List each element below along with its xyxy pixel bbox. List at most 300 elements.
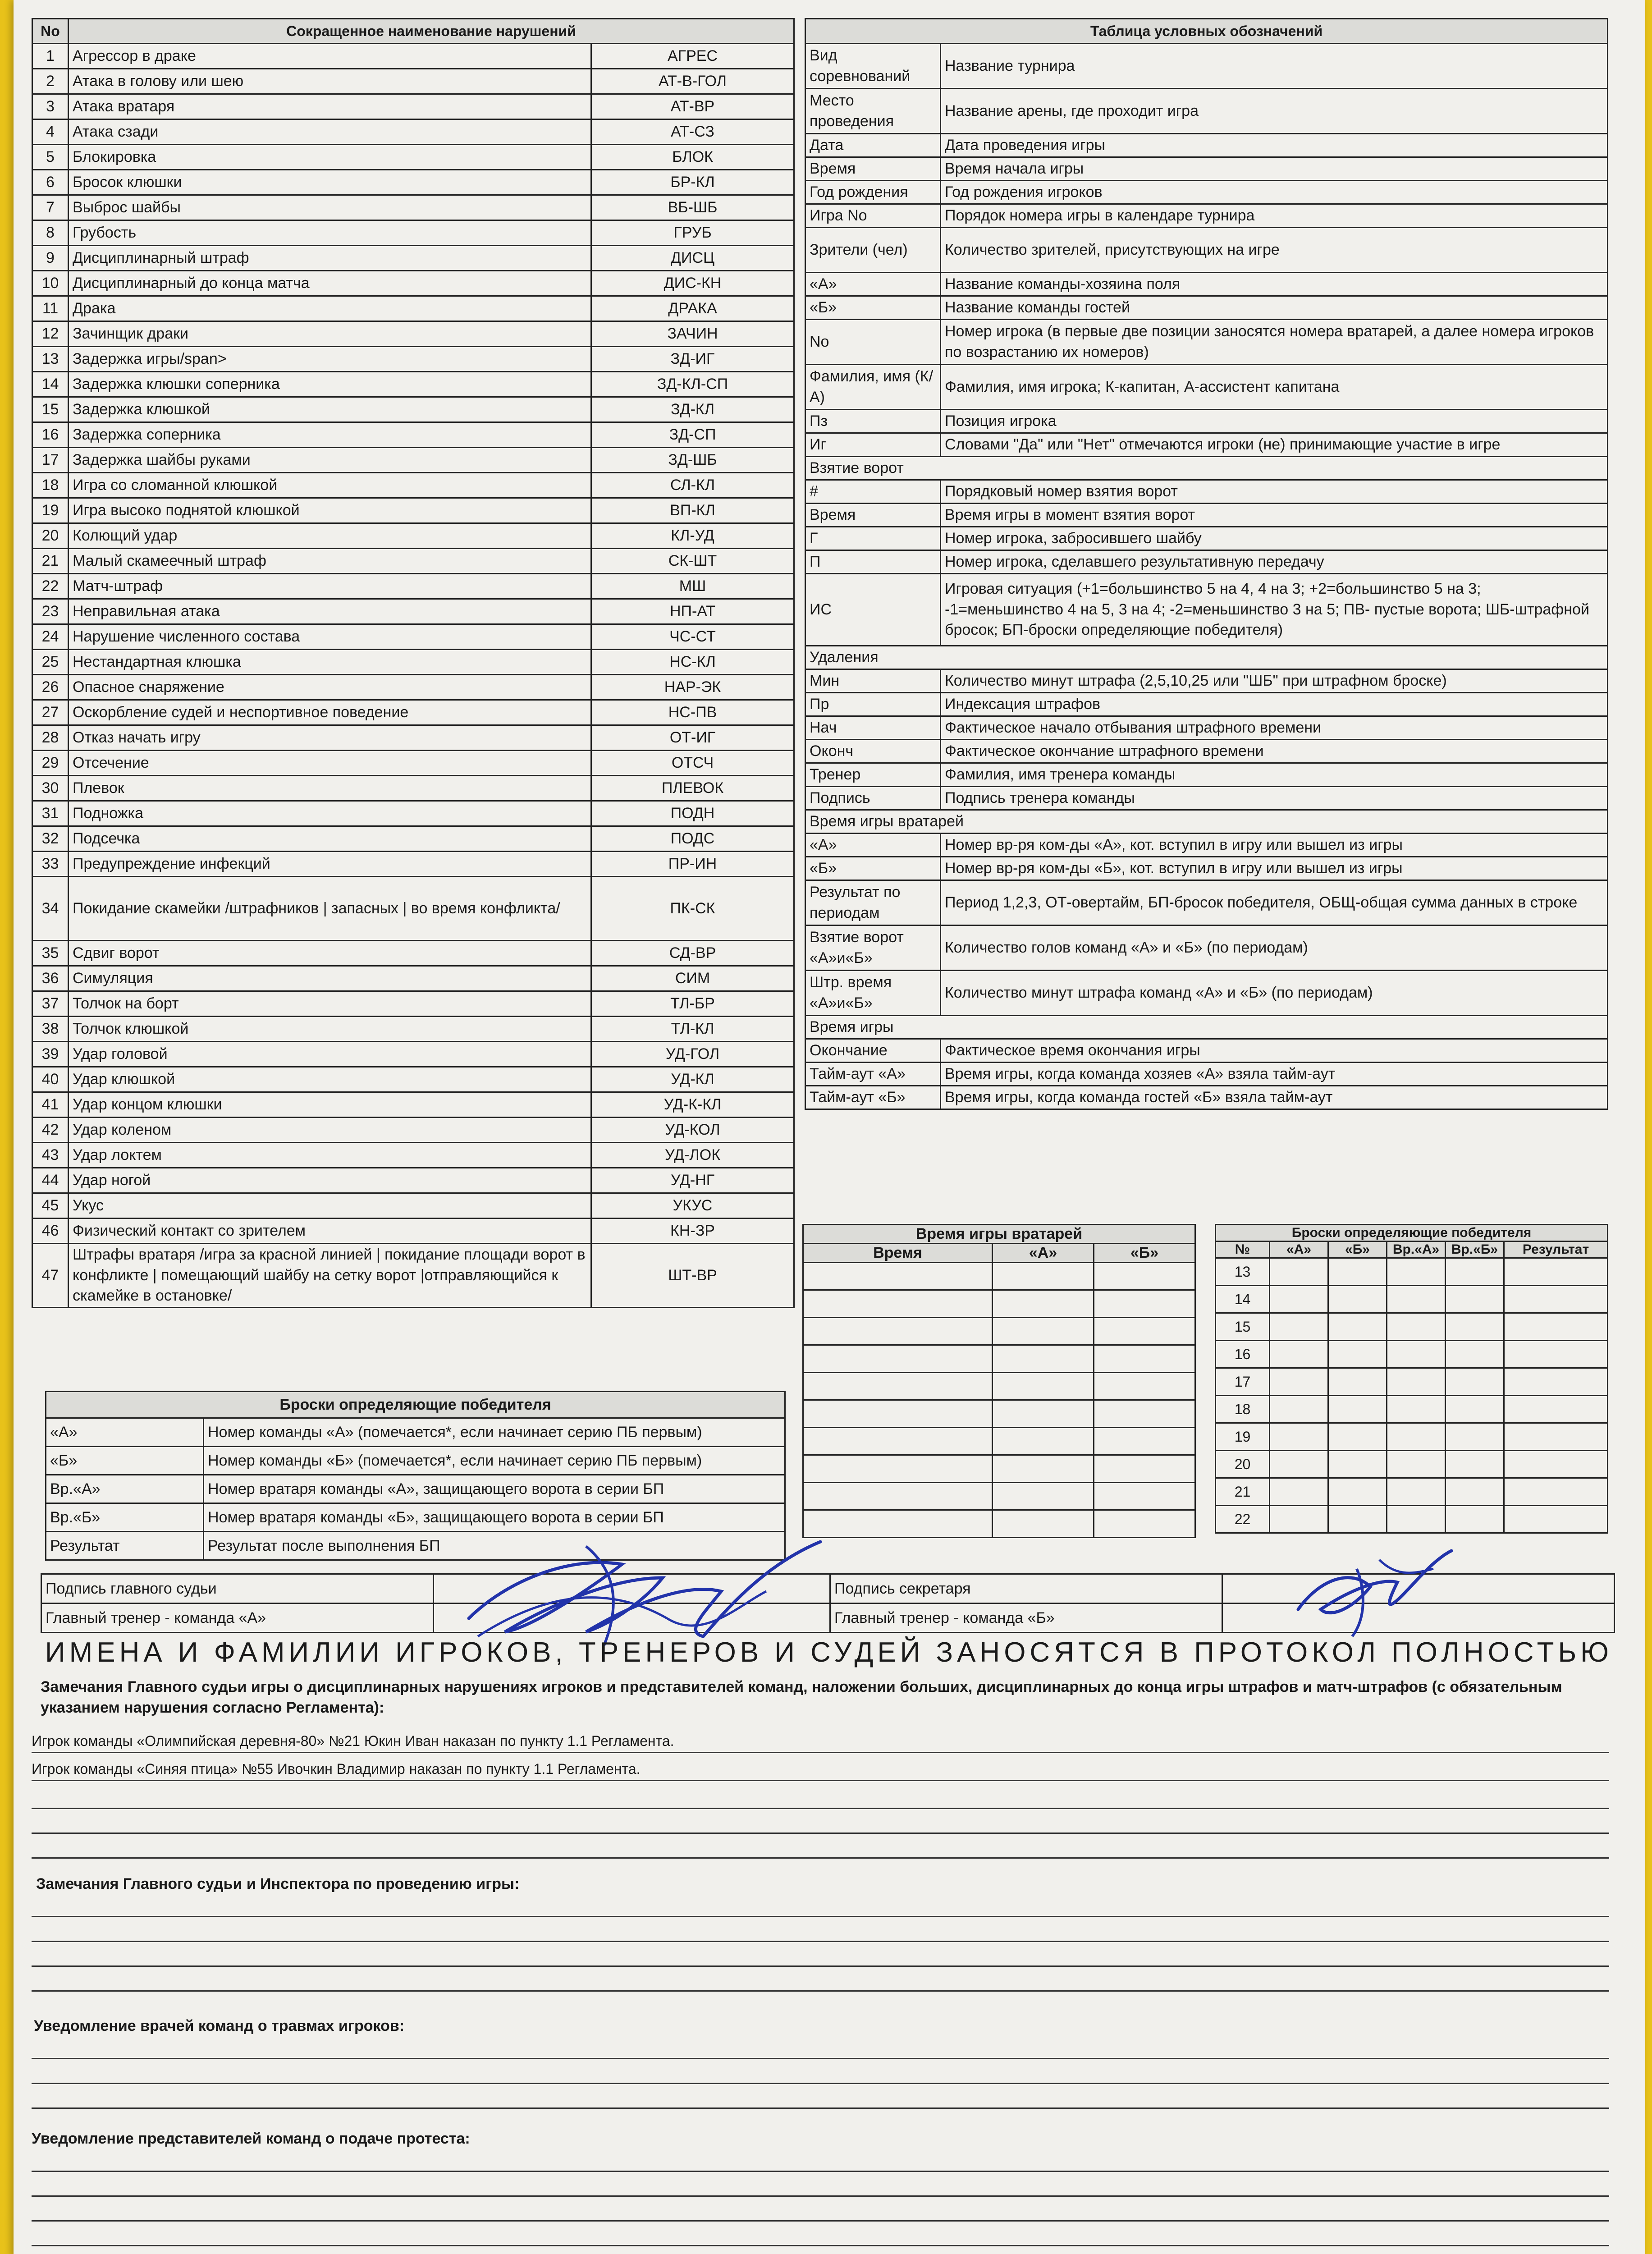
goalie-time-cell[interactable] (993, 1290, 1094, 1318)
shootout-cell[interactable] (1328, 1341, 1387, 1368)
legend-key: Фамилия, имя (К/А) (805, 365, 941, 410)
shootout-cell[interactable] (1328, 1506, 1387, 1533)
goalie-time-cell[interactable] (1094, 1263, 1195, 1290)
violation-row (32, 826, 794, 852)
shootout-cell[interactable] (1328, 1478, 1387, 1506)
violation-row (32, 801, 794, 826)
shootout-cell[interactable] (1270, 1286, 1328, 1313)
violation-row (32, 1042, 794, 1067)
shootout-col-header: Вр.«А» (1387, 1242, 1446, 1258)
violation-code: ТЛ-КЛ (591, 1017, 794, 1042)
violation-row (32, 877, 794, 941)
legend-value: Название арены, где проходит игра (941, 89, 1608, 134)
violation-code: УД-К-КЛ (591, 1092, 794, 1118)
legend-key: Штр. время «А»и«Б» (805, 971, 941, 1016)
shootout-row (1216, 1423, 1608, 1451)
violation-name: Неправильная атака (69, 599, 591, 624)
violation-number: 13 (32, 347, 69, 372)
legend-row (805, 296, 1608, 320)
shootout-cell[interactable] (1446, 1396, 1504, 1423)
violation-row (32, 1193, 794, 1219)
goalie-time-cell[interactable] (1094, 1290, 1195, 1318)
violation-name: Малый скамеечный штраф (69, 549, 591, 574)
violation-name: Подсечка (69, 826, 591, 852)
shootout-cell[interactable] (1270, 1313, 1328, 1341)
goalie-time-cell[interactable] (803, 1455, 993, 1483)
goalie-time-cell[interactable] (993, 1400, 1094, 1428)
violation-number: 6 (32, 170, 69, 195)
legend-value: Номер вр-ря ком-ды «Б», кот. вступил в игру или вышел из игры (941, 857, 1608, 880)
legend-row (805, 763, 1608, 787)
legend-value: Название турнира (941, 44, 1608, 89)
violation-name: Задержка игры/span> (69, 347, 591, 372)
protest-blank-line[interactable] (32, 2171, 1609, 2172)
violation-row (32, 650, 794, 675)
chief-referee-signature-label: Подпись главного судьи (41, 1574, 434, 1603)
legend-row (805, 480, 1608, 504)
legend-row (805, 574, 1608, 646)
goalie-time-cell[interactable] (1094, 1455, 1195, 1483)
remark-entry-1[interactable]: Игрок команды «Олимпийская деревня-80» №21 Юкин Иван наказан по пункту 1.1 Регламента. (32, 1730, 1609, 1753)
violation-number: 9 (32, 246, 69, 271)
legend-value: Номер игрока (в первые две позиции заносятся номера вратарей, а далее номера игроков по возрастанию их номеров) (941, 320, 1608, 365)
shootout-cell[interactable] (1328, 1286, 1387, 1313)
violation-number: 37 (32, 991, 69, 1017)
remark-entry-2[interactable]: Игрок команды «Синяя птица» №55 Ивочкин Владимир наказан по пункту 1.1 Регламента. (32, 1758, 1609, 1781)
violation-name: Сдвиг ворот (69, 941, 591, 966)
violation-code: ПОДН (591, 801, 794, 826)
violation-row (32, 422, 794, 448)
violation-row (32, 1092, 794, 1118)
shootout-cell[interactable] (1387, 1258, 1446, 1286)
shootout-round-number: 18 (1216, 1396, 1270, 1423)
shootout-cell[interactable] (1446, 1341, 1504, 1368)
shootout-cell[interactable] (1328, 1396, 1387, 1423)
violation-name: Колющий удар (69, 523, 591, 549)
shootout-cell[interactable] (1446, 1313, 1504, 1341)
goalie-time-cell[interactable] (803, 1483, 993, 1510)
shootout-cell[interactable] (1504, 1506, 1608, 1533)
violation-code: ОТСЧ (591, 751, 794, 776)
legend-value: Количество минут штрафа (2,5,10,25 или "ШБ" при штрафном броске) (941, 669, 1608, 693)
violation-row (32, 1244, 794, 1308)
shootout-col-header: Результат (1504, 1242, 1608, 1258)
violation-number: 32 (32, 826, 69, 852)
violation-row (32, 1168, 794, 1193)
shootout-cell[interactable] (1387, 1313, 1446, 1341)
legend-value: Индексация штрафов (941, 693, 1608, 716)
violation-number: 33 (32, 852, 69, 877)
shootout-cell[interactable] (1504, 1478, 1608, 1506)
shootout-cell[interactable] (1504, 1341, 1608, 1368)
goalie-time-cell[interactable] (993, 1345, 1094, 1373)
violation-number: 42 (32, 1118, 69, 1143)
goalie-time-cell[interactable] (993, 1510, 1094, 1538)
legend-key: Время (805, 157, 941, 181)
violation-row (32, 94, 794, 119)
shootout-legend-row (46, 1418, 785, 1447)
shootout-cell[interactable] (1387, 1506, 1446, 1533)
violation-row (32, 69, 794, 94)
violation-row (32, 751, 794, 776)
legend-row (805, 204, 1608, 228)
violation-number: 31 (32, 801, 69, 826)
violation-number: 10 (32, 271, 69, 296)
violation-number: 3 (32, 94, 69, 119)
violation-number: 25 (32, 650, 69, 675)
violation-code: АГРЕС (591, 44, 794, 69)
remark-blank-line[interactable] (32, 1857, 1609, 1859)
goalie-time-row (803, 1373, 1195, 1400)
goalie-time-cell[interactable] (993, 1373, 1094, 1400)
shootout-cell[interactable] (1387, 1451, 1446, 1478)
violation-code: НАР-ЭК (591, 675, 794, 700)
injuries-title: Уведомление врачей команд о травмах игроков: (34, 2017, 405, 2034)
violation-name: Задержка клюшки соперника (69, 372, 591, 397)
inspector-remarks-title: Замечания Главного судьи и Инспектора по проведению игры: (36, 1875, 520, 1892)
goalie-time-row (803, 1318, 1195, 1345)
legend-section-title: Удаления (805, 646, 1608, 669)
legend-value: Фактическое окончание штрафного времени (941, 740, 1608, 763)
shootout-cell[interactable] (1387, 1396, 1446, 1423)
inspector-blank-line[interactable] (32, 1941, 1609, 1942)
shootout-legend-key: «Б» (46, 1447, 204, 1475)
violation-name: Оскорбление судей и неспортивное поведение (69, 700, 591, 725)
legend-value: Год рождения игроков (941, 181, 1608, 204)
violation-code: УД-ЛОК (591, 1143, 794, 1168)
legend-key: П (805, 550, 941, 574)
violation-row (32, 246, 794, 271)
legend-value: Количество зрителей, присутствующих на игре (941, 228, 1608, 273)
violation-name: Отсечение (69, 751, 591, 776)
violation-number: 45 (32, 1193, 69, 1219)
protest-blank-line[interactable] (32, 2195, 1609, 2197)
goalie-time-cell[interactable] (803, 1290, 993, 1318)
remark-blank-line[interactable] (32, 1808, 1609, 1809)
goalie-time-cell[interactable] (993, 1428, 1094, 1455)
shootout-col-header: «Б» (1328, 1242, 1387, 1258)
violation-name: Атака вратаря (69, 94, 591, 119)
legend-key: Мин (805, 669, 941, 693)
remark-blank-line[interactable] (32, 1833, 1609, 1834)
violations-table (32, 18, 795, 1308)
violation-number: 43 (32, 1143, 69, 1168)
shootout-legend-value: Номер вратаря команды «Б», защищающего ворота в серии БП (204, 1503, 785, 1532)
violation-code: СК-ШТ (591, 549, 794, 574)
shootout-cell[interactable] (1270, 1423, 1328, 1451)
goalie-time-cell[interactable] (1094, 1510, 1195, 1538)
shootout-cell[interactable] (1504, 1423, 1608, 1451)
violation-name: Атака сзади (69, 119, 591, 145)
violation-row (32, 498, 794, 523)
goalie-time-row (803, 1345, 1195, 1373)
violation-row (32, 119, 794, 145)
violation-row (32, 852, 794, 877)
goalie-time-row (803, 1483, 1195, 1510)
violation-row (32, 725, 794, 751)
violation-number: 8 (32, 220, 69, 246)
shootout-cell[interactable] (1446, 1258, 1504, 1286)
legend-key: Нач (805, 716, 941, 740)
violation-name: Удар коленом (69, 1118, 591, 1143)
legend-key: Вид соревнований (805, 44, 941, 89)
goalie-time-cell[interactable] (803, 1318, 993, 1345)
shootout-legend-key: Вр.«Б» (46, 1503, 204, 1532)
violation-number: 2 (32, 69, 69, 94)
protest-blank-line[interactable] (32, 2245, 1609, 2246)
inspector-blank-line[interactable] (32, 1990, 1609, 1992)
violation-row (32, 966, 794, 991)
goalie-time-cell[interactable] (993, 1263, 1094, 1290)
goalie-time-row (803, 1428, 1195, 1455)
violation-row (32, 473, 794, 498)
shootout-cell[interactable] (1270, 1506, 1328, 1533)
violation-code: УД-НГ (591, 1168, 794, 1193)
protest-title: Уведомление представителей команд о подаче протеста: (32, 2130, 470, 2147)
shootout-cell[interactable] (1446, 1368, 1504, 1396)
goalie-time-cell[interactable] (993, 1318, 1094, 1345)
shootout-cell[interactable] (1270, 1341, 1328, 1368)
legend-value: Номер игрока, забросившего шайбу (941, 527, 1608, 550)
violation-code: ПР-ИН (591, 852, 794, 877)
shootout-round-number: 20 (1216, 1451, 1270, 1478)
violation-number: 23 (32, 599, 69, 624)
violation-number: 26 (32, 675, 69, 700)
violation-number: 19 (32, 498, 69, 523)
goalie-time-cell[interactable] (1094, 1345, 1195, 1373)
shootout-cell[interactable] (1446, 1451, 1504, 1478)
legend-value: Словами "Да" или "Нет" отмечаются игроки (не) принимающие участие в игре (941, 433, 1608, 457)
shootout-row (1216, 1313, 1608, 1341)
secretary-signature-icon (1280, 1542, 1478, 1641)
shootout-cell[interactable] (1387, 1368, 1446, 1396)
violation-row (32, 1219, 794, 1244)
shootout-cell[interactable] (1504, 1396, 1608, 1423)
shootout-cell[interactable] (1270, 1368, 1328, 1396)
injuries-blank-line[interactable] (32, 2083, 1609, 2084)
inspector-blank-line[interactable] (32, 1965, 1609, 1967)
violation-row (32, 296, 794, 321)
shootout-cell[interactable] (1270, 1451, 1328, 1478)
violation-row (32, 195, 794, 220)
violation-name: Грубость (69, 220, 591, 246)
violation-name: Симуляция (69, 966, 591, 991)
shootout-cell[interactable] (1328, 1368, 1387, 1396)
legend-row (805, 527, 1608, 550)
shootout-cell[interactable] (1270, 1258, 1328, 1286)
violation-code: ПОДС (591, 826, 794, 852)
legend-key: Пр (805, 693, 941, 716)
violation-name: Плевок (69, 776, 591, 801)
shootout-round-number: 21 (1216, 1478, 1270, 1506)
violation-code: УД-КЛ (591, 1067, 794, 1092)
shootout-cell[interactable] (1328, 1451, 1387, 1478)
shootout-cell[interactable] (1504, 1286, 1608, 1313)
violation-number: 36 (32, 966, 69, 991)
legend-key: Г (805, 527, 941, 550)
violation-name: Удар головой (69, 1042, 591, 1067)
goalie-time-cell[interactable] (803, 1428, 993, 1455)
legend-row (805, 925, 1608, 971)
violation-number: 39 (32, 1042, 69, 1067)
violation-name: Штрафы вратаря /игра за красной линией | покидание площади ворот в конфликте | помещающий шайбу на сетку ворот |отправляющийся к скамейке в остановке/ (69, 1244, 591, 1308)
violation-number: 44 (32, 1168, 69, 1193)
legend-value: Позиция игрока (941, 410, 1608, 433)
shootout-cell[interactable] (1504, 1368, 1608, 1396)
legend-key: Место проведения (805, 89, 941, 134)
legend-section-row (805, 457, 1608, 480)
shootout-legend-value: Номер команды «А» (помечается*, если начинает серию ПБ первым) (204, 1418, 785, 1447)
violation-number: 21 (32, 549, 69, 574)
shootout-round-number: 17 (1216, 1368, 1270, 1396)
violation-code: ПК-СК (591, 877, 794, 941)
shootout-col-header: № (1216, 1242, 1270, 1258)
goalie-col-a: «А» (993, 1244, 1094, 1263)
goalie-time-row (803, 1510, 1195, 1538)
legend-row (805, 740, 1608, 763)
coach-a-label: Главный тренер - команда «А» (41, 1603, 434, 1633)
shootout-cell[interactable] (1446, 1423, 1504, 1451)
violation-row (32, 44, 794, 69)
protest-blank-line[interactable] (32, 2220, 1609, 2222)
shootout-cell[interactable] (1446, 1286, 1504, 1313)
legend-section-row (805, 646, 1608, 669)
shootout-cell[interactable] (1328, 1423, 1387, 1451)
goalie-time-cell[interactable] (1094, 1318, 1195, 1345)
legend-key: Оконч (805, 740, 941, 763)
shootout-round-number: 16 (1216, 1341, 1270, 1368)
legend-key: Тайм-аут «Б» (805, 1086, 941, 1109)
shootout-cell[interactable] (1387, 1423, 1446, 1451)
goalie-time-cell[interactable] (993, 1455, 1094, 1483)
legend-value: Дата проведения игры (941, 134, 1608, 157)
legend-row (805, 1063, 1608, 1086)
shootout-legend-value: Результат после выполнения БП (204, 1532, 785, 1560)
legend-row (805, 181, 1608, 204)
shootout-cell[interactable] (1504, 1451, 1608, 1478)
violation-row (32, 1118, 794, 1143)
shootout-cell[interactable] (1387, 1341, 1446, 1368)
violation-name: Задержка соперника (69, 422, 591, 448)
violation-name: Зачинщик драки (69, 321, 591, 347)
violation-number: 1 (32, 44, 69, 69)
violation-row (32, 776, 794, 801)
legend-header-row (805, 19, 1608, 44)
goalie-time-row (803, 1400, 1195, 1428)
violation-row (32, 700, 794, 725)
violation-name: Блокировка (69, 145, 591, 170)
shootout-cell[interactable] (1446, 1478, 1504, 1506)
legend-value: Время игры, когда команда гостей «Б» взяла тайм-аут (941, 1086, 1608, 1109)
shootout-round-number: 19 (1216, 1423, 1270, 1451)
legend-row (805, 44, 1608, 89)
violation-row (32, 347, 794, 372)
legend-key: «Б» (805, 857, 941, 880)
shootout-cell[interactable] (1504, 1313, 1608, 1341)
goalie-time-cell[interactable] (993, 1483, 1094, 1510)
legend-key: Зрители (чел) (805, 228, 941, 273)
legend-key: Игра No (805, 204, 941, 228)
disciplinary-remarks-title: Замечания Главного судьи игры о дисциплинарных нарушениях игроков и представителей команд, наложении больших, дисциплинарных до конца игры штрафов и матч-штрафов (с обязательным указанием нарушения согласно Регламента): (41, 1678, 1562, 1716)
legend-key: # (805, 480, 941, 504)
goalie-time-cell[interactable] (803, 1345, 993, 1373)
shootout-cell[interactable] (1387, 1286, 1446, 1313)
violation-name: Бросок клюшки (69, 170, 591, 195)
injuries-blank-line[interactable] (32, 2107, 1609, 2109)
violation-row (32, 397, 794, 422)
violation-number: 27 (32, 700, 69, 725)
violation-code: АТ-СЗ (591, 119, 794, 145)
violations-header-name: Сокращенное наименование нарушений (69, 19, 794, 44)
violation-name: Удар ногой (69, 1168, 591, 1193)
violation-number: 16 (32, 422, 69, 448)
legend-key: Год рождения (805, 181, 941, 204)
goalie-time-cell[interactable] (1094, 1428, 1195, 1455)
violation-number: 29 (32, 751, 69, 776)
violation-number: 17 (32, 448, 69, 473)
legend-header: Таблица условных обозначений (805, 19, 1608, 44)
violation-name: Нарушение численного состава (69, 624, 591, 650)
legend-row (805, 787, 1608, 810)
shootout-cell[interactable] (1504, 1258, 1608, 1286)
legend-value: Порядок номера игры в календаре турнира (941, 204, 1608, 228)
violation-code: СЛ-КЛ (591, 473, 794, 498)
violation-code: НП-АТ (591, 599, 794, 624)
shootout-row (1216, 1368, 1608, 1396)
violation-name: Удар локтем (69, 1143, 591, 1168)
violation-name: Агрессор в драке (69, 44, 591, 69)
injuries-blank-line[interactable] (32, 2058, 1609, 2059)
violation-code: НС-КЛ (591, 650, 794, 675)
legend-key: Окончание (805, 1039, 941, 1063)
violation-code: КЛ-УД (591, 523, 794, 549)
violation-name: Толчок на борт (69, 991, 591, 1017)
inspector-blank-line[interactable] (32, 1916, 1609, 1917)
violation-code: ГРУБ (591, 220, 794, 246)
legend-key: Тайм-аут «А» (805, 1063, 941, 1086)
goalie-time-row (803, 1263, 1195, 1290)
shootout-cell[interactable] (1328, 1313, 1387, 1341)
violation-code: ЗД-СП (591, 422, 794, 448)
shootout-cell[interactable] (1387, 1478, 1446, 1506)
violation-code: СИМ (591, 966, 794, 991)
goalie-time-cell[interactable] (803, 1263, 993, 1290)
violation-code: БР-КЛ (591, 170, 794, 195)
goalie-time-cell[interactable] (1094, 1373, 1195, 1400)
goalie-time-cell[interactable] (803, 1373, 993, 1400)
goalie-time-cell[interactable] (803, 1400, 993, 1428)
legend-row (805, 669, 1608, 693)
goalie-time-cell[interactable] (1094, 1400, 1195, 1428)
violation-name: Атака в голову или шею (69, 69, 591, 94)
shootout-cell[interactable] (1270, 1478, 1328, 1506)
shootout-cell[interactable] (1328, 1258, 1387, 1286)
violation-name: Выброс шайбы (69, 195, 591, 220)
violation-name: Драка (69, 296, 591, 321)
violation-code: НС-ПВ (591, 700, 794, 725)
shootout-cell[interactable] (1270, 1396, 1328, 1423)
legend-table (805, 18, 1608, 1110)
shootout-legend-row (46, 1503, 785, 1532)
violation-name: Дисциплинарный штраф (69, 246, 591, 271)
goalie-time-cell[interactable] (1094, 1483, 1195, 1510)
violation-number: 38 (32, 1017, 69, 1042)
legend-section-row (805, 1016, 1608, 1039)
violation-row (32, 170, 794, 195)
shootout-cell[interactable] (1446, 1506, 1504, 1533)
violation-code: ВП-КЛ (591, 498, 794, 523)
shootout-row (1216, 1341, 1608, 1368)
